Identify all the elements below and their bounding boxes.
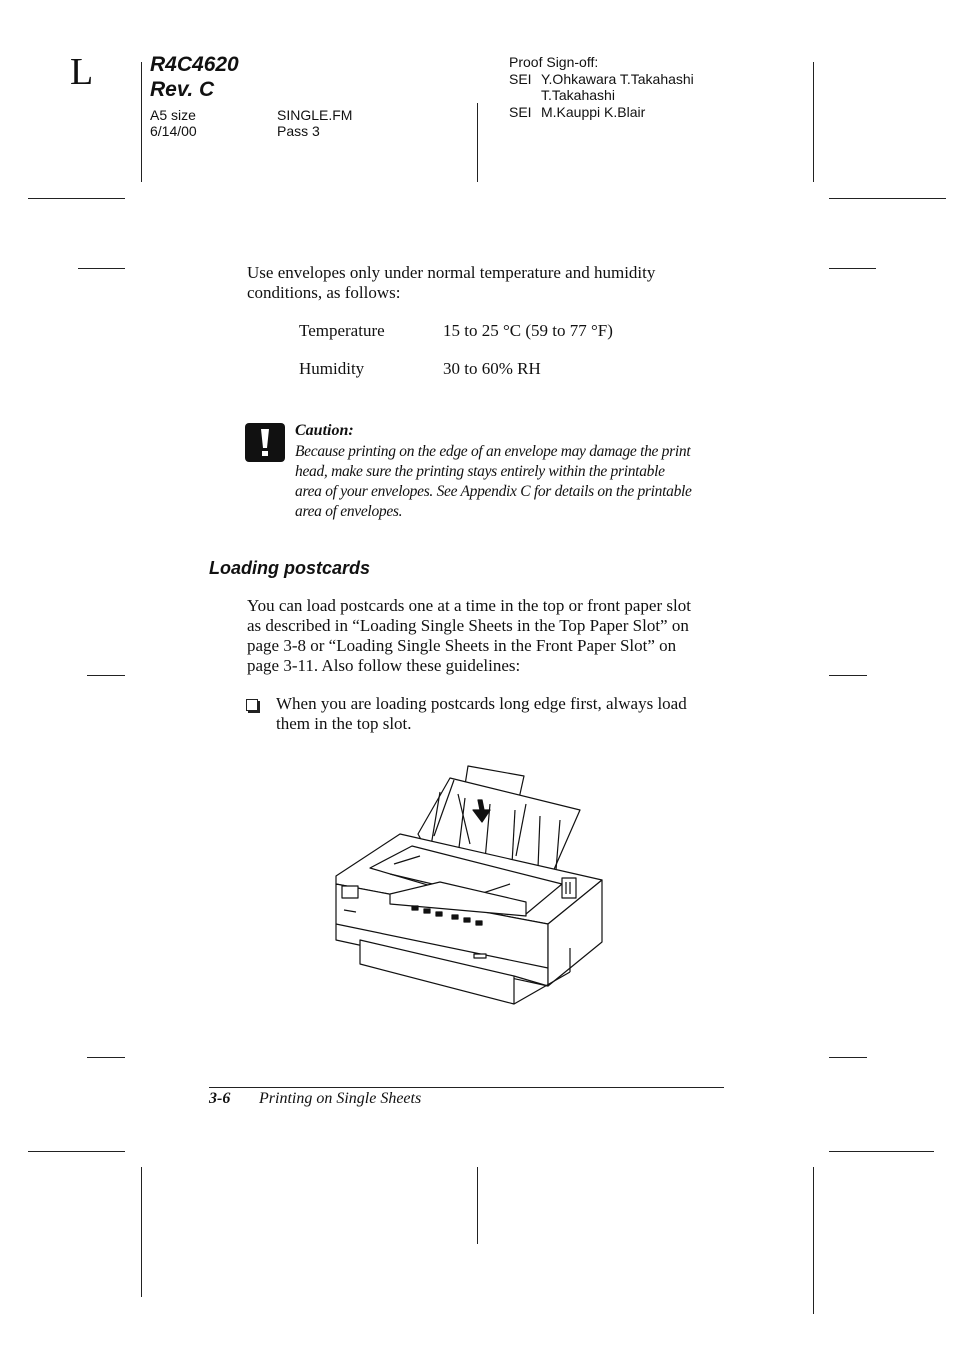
header-size: A5 size: [150, 107, 196, 123]
proof-names: Y.Ohkawara T.Takahashi: [541, 71, 694, 87]
text-line: Because printing on the edge of an envelope may damage the print: [295, 443, 691, 460]
document-revision: Rev. C: [150, 78, 215, 101]
condition-value: 30 to 60% RH: [443, 359, 541, 378]
crop-mark: [829, 1057, 867, 1058]
crop-mark: [87, 675, 125, 676]
intro-paragraph: [247, 263, 655, 303]
crop-mark: [477, 1167, 478, 1244]
document-code: [150, 52, 239, 102]
condition-value: 15 to 25 °C (59 to 77 °F): [443, 321, 613, 340]
section-heading: Loading postcards: [209, 558, 371, 578]
page-number: 3-6: [209, 1090, 231, 1107]
bullet-item: [276, 694, 687, 734]
footer-rule: [209, 1087, 724, 1088]
footer-title: Printing on Single Sheets: [259, 1090, 422, 1107]
text-line: area of envelopes.: [295, 503, 403, 520]
text-line: page 3-11. Also follow these guidelines:: [247, 656, 521, 675]
caution-text: [295, 442, 727, 522]
crop-mark: [87, 1057, 125, 1058]
text-line: head, make sure the printing stays entirely within the printable: [295, 463, 665, 480]
text-line: conditions, as follows:: [247, 283, 401, 302]
crop-mark: [28, 1151, 125, 1152]
text-line: them in the top slot.: [276, 714, 412, 733]
crop-mark: [141, 1167, 142, 1297]
section-paragraph: [247, 596, 691, 676]
header-pass: Pass 3: [277, 123, 320, 139]
caution-title: Caution:: [295, 422, 354, 439]
crop-mark: [829, 1151, 934, 1152]
crop-mark: [813, 1167, 814, 1314]
proof-signoff-title: Proof Sign-off:: [509, 54, 599, 70]
condition-label: Humidity: [299, 359, 365, 378]
text-line: as described in “Loading Single Sheets in the Top Paper Slot” on: [247, 616, 689, 635]
proof-names: M.Kauppi K.Blair: [541, 104, 646, 120]
text-line: When you are loading postcards long edge first, always load: [276, 694, 687, 713]
proof-names: T.Takahashi: [541, 87, 615, 103]
crop-mark: [28, 198, 125, 199]
crop-mark: [829, 268, 876, 269]
crop-mark: [141, 62, 142, 182]
crop-mark: [78, 268, 125, 269]
header-date: 6/14/00: [150, 123, 197, 139]
printer-postcard-illustration: [330, 764, 606, 1009]
condition-label: Temperature: [299, 321, 385, 340]
text-line: You can load postcards one at a time in the top or front paper slot: [247, 596, 691, 615]
caution-icon: [245, 423, 285, 462]
header-file: SINGLE.FM: [277, 107, 353, 123]
checkbox-bullet-icon: [246, 699, 258, 711]
crop-mark: [477, 103, 478, 182]
text-line: page 3-8 or “Loading Single Sheets in the Front Paper Slot” on: [247, 636, 677, 655]
document-code-id: R4C4620: [150, 53, 239, 76]
crop-mark: [829, 675, 867, 676]
text-line: area of your envelopes. See Appendix C for details on the printable: [295, 483, 692, 500]
crop-mark: [813, 62, 814, 182]
proof-org: SEI: [509, 71, 532, 87]
header-letter: L: [70, 51, 94, 93]
crop-mark: [829, 198, 946, 199]
proof-org: SEI: [509, 104, 532, 120]
text-line: Use envelopes only under normal temperature and humidity: [247, 263, 656, 282]
